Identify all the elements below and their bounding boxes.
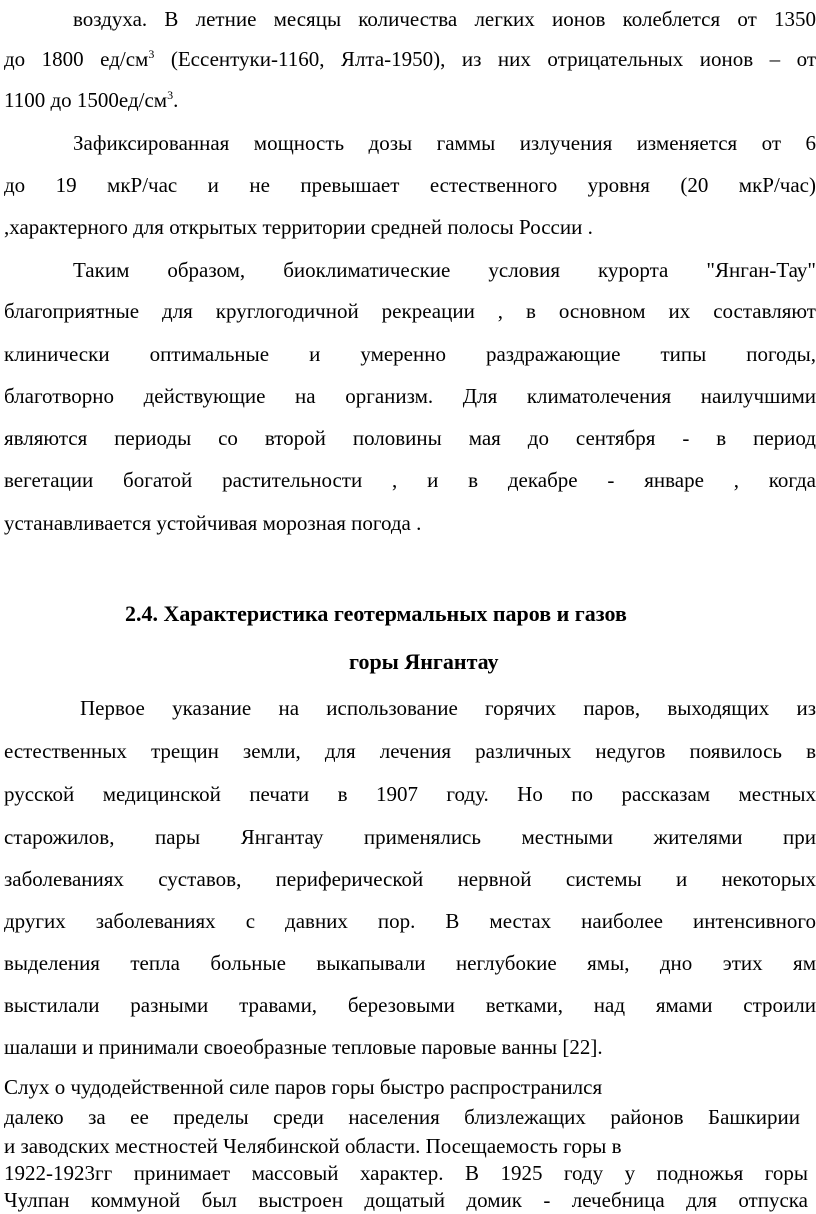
- text-line: Первое указание на использование горячих паров, выходящих из: [80, 696, 816, 720]
- text-line: Таким образом, биоклиматические условия курорта "Янган-Тау": [73, 258, 816, 282]
- text-line: далеко за ее пределы среди населения близлежащих районов Башкирии: [4, 1105, 800, 1129]
- text-line: шалаши и принимали своеобразные тепловые паровые ванны [22].: [4, 1035, 603, 1059]
- text-line: воздуха. В летние месяцы количества легких ионов колеблется от 1350: [73, 7, 816, 31]
- text-line: являются периоды со второй половины мая до сентября - в период: [4, 426, 816, 450]
- text-line: 1100 до $1500ед/см^3$.: [4, 88, 179, 112]
- text-line: 1922-1923гг принимает массовый характер. В 1925 году у подножья горы: [4, 1161, 808, 1185]
- text-line: благоприятные для круглогодичной рекреации , в основном их составляют: [4, 299, 816, 323]
- text-line: выделения тепла больные выкапывали неглубокие ямы, дно этих ям: [4, 951, 816, 975]
- text-line: других заболеваниях с давних пор. В местах наиболее интенсивного: [4, 909, 816, 933]
- text-line: старожилов, пары Янгантау применялись местными жителями при: [4, 825, 816, 849]
- text-line: Слух о чудодейственной силе паров горы быстро распространился: [4, 1075, 603, 1099]
- text-line: устанавливается устойчивая морозная погода .: [4, 511, 422, 535]
- text-line: и заводских местностей Челябинской области. Посещаемость горы в: [4, 1134, 622, 1158]
- text-line: русской медицинской печати в 1907 году. Но по рассказам местных: [4, 782, 816, 806]
- text-line: естественных трещин земли, для лечения различных недугов появилось в: [4, 739, 816, 763]
- text-line: до 1800 $ед/см^3$ (Ессентуки-1160, Ялта-1950), из них отрицательных ионов – от: [4, 47, 816, 71]
- section-heading-line-2: горы Янгантау: [349, 649, 499, 674]
- text-line: Чулпан коммуной был выстроен дощатый домик - лечебница для отпуска: [4, 1188, 808, 1212]
- text-line: вегетации богатой растительности , и в декабре - январе , когда: [4, 468, 816, 492]
- text-line: благотворно действующие на организм. Для климатолечения наилучшими: [4, 384, 816, 408]
- text-line: выстилали разными травами, березовыми ветками, над ямами строили: [4, 993, 816, 1017]
- text-line: Зафиксированная мощность дозы гаммы излучения изменяется от 6: [73, 131, 816, 155]
- text-line: клинически оптимальные и умеренно раздражающие типы погоды,: [4, 342, 816, 366]
- text-line: до 19 мкР/час и не превышает естественного уровня (20 мкР/час): [4, 173, 816, 197]
- text-line: ,характерного для открытых территории средней полосы России .: [4, 215, 593, 239]
- text-line: заболеваниях суставов, периферической нервной системы и некоторых: [4, 867, 816, 891]
- section-heading-line-1: 2.4. Характеристика геотермальных паров и газов: [125, 601, 627, 626]
